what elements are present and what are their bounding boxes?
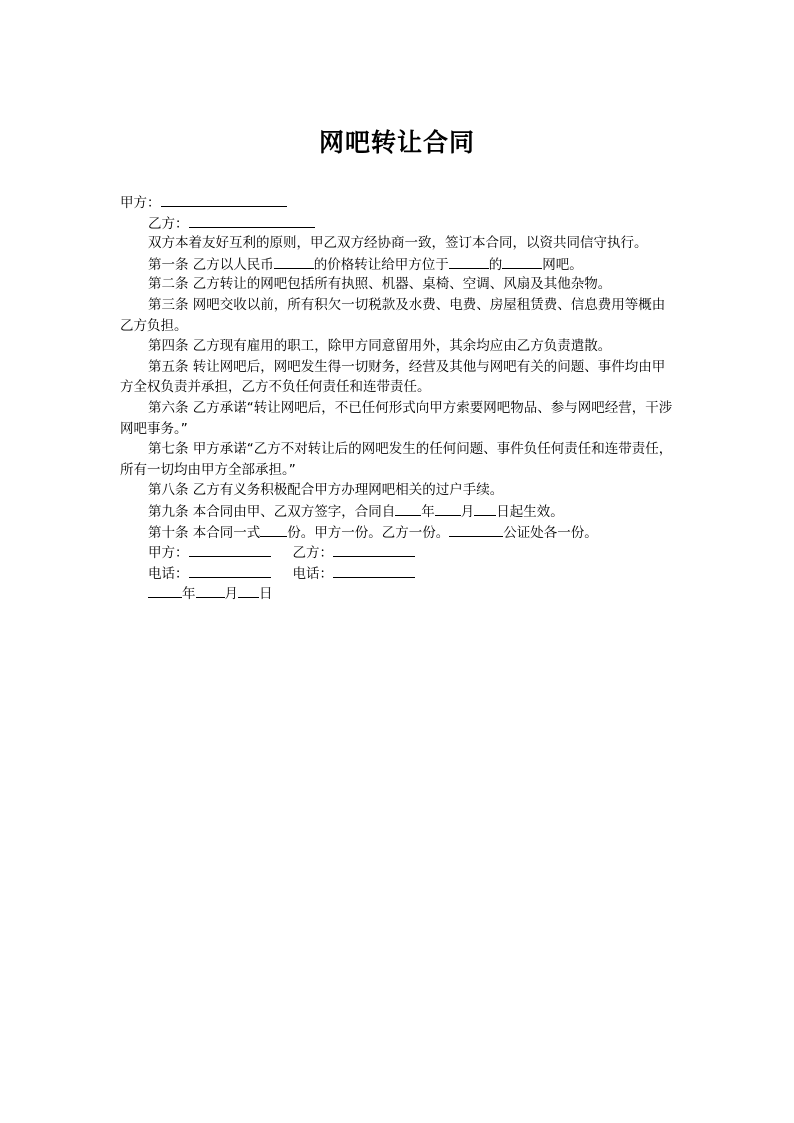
- sign-party-b-blank: [333, 542, 415, 557]
- notary-blank: [449, 522, 503, 537]
- article-7: 第七条 甲方承诺“乙方不对转让后的网吧发生的任何问题、事件负任何责任和连带责任，所有一切均由甲方全部承担。”: [120, 441, 673, 478]
- article-3: 第三条 网吧交收以前，所有积欠一切税款及水费、电费、房屋租赁费、信息费用等概由乙方负担。: [120, 296, 666, 334]
- article-1-prefix: 第一条 乙方以人民币: [148, 256, 274, 273]
- sign-party-a-blank: [189, 542, 271, 557]
- party-b-blank: [189, 213, 315, 228]
- party-b-label: 乙方：: [148, 215, 189, 232]
- article-9: [120, 501, 676, 522]
- location-blank: [449, 254, 489, 269]
- article-4-text: 第四条 乙方现有雇用的职工，除甲方同意留用外，其余均应由乙方负责遣散。: [148, 338, 612, 355]
- article-1-mid2: 的: [488, 256, 503, 273]
- preamble-text: 双方本着友好互利的原则，甲乙双方经协商一致，签订本合同，以资共同信守执行。: [148, 235, 648, 252]
- article-9-suffix: 日起生效。: [496, 503, 564, 520]
- article-8-text: 第八条 乙方有义务积极配合甲方办理网吧相关的过户手续。: [148, 482, 504, 499]
- phone-a-label: 电话：: [148, 565, 189, 582]
- effective-month-blank: [435, 501, 461, 516]
- article-8: [120, 480, 676, 501]
- article-2: [120, 274, 676, 295]
- article-9-year: 年: [421, 503, 435, 520]
- article-10-suffix: 公证处各一份。: [503, 524, 598, 541]
- signature-row: [120, 542, 676, 563]
- document-title: 网吧转让合同: [318, 128, 475, 157]
- article-2-text: 第二条 乙方转让的网吧包括所有执照、机器、桌椅、空调、风扇及其他杂物。: [148, 276, 612, 293]
- article-10-mid: 份。甲方一份。乙方一份。: [287, 524, 450, 541]
- copies-blank: [260, 522, 287, 537]
- article-10: [120, 522, 676, 543]
- phone-b-blank: [333, 563, 415, 578]
- sign-party-a-label: 甲方：: [148, 545, 189, 562]
- date-day: 日: [259, 586, 273, 603]
- sign-party-b-label: 乙方：: [292, 545, 333, 562]
- article-4: [120, 336, 676, 357]
- preamble: [120, 233, 676, 254]
- date-row: [120, 583, 676, 604]
- date-year: 年: [182, 586, 196, 603]
- cafe-name-blank: [502, 254, 542, 269]
- article-6: 第六条 乙方承诺“转让网吧后，不已任何形式向甲方索要网吧物品、参与网吧经营，干涉网吧事务。”: [120, 399, 673, 437]
- article-1-suffix: 网吧。: [542, 256, 583, 273]
- phone-b-label: 电话：: [292, 565, 333, 582]
- effective-day-blank: [474, 501, 496, 516]
- date-month: 月: [224, 586, 238, 603]
- sign-year-blank: [148, 583, 182, 598]
- sign-month-blank: [196, 583, 225, 598]
- party-b-line: [120, 213, 676, 234]
- document-body: [120, 192, 676, 604]
- article-1-mid1: 的价格转让给甲方位于: [313, 256, 449, 273]
- article-9-month: 月: [460, 503, 475, 520]
- article-5: 第五条 转让网吧后，网吧发生得一切财务，经营及其他与网吧有关的问题、事件均由甲方全权负责并承担，乙方不负任何责任和连带责任。: [120, 358, 666, 396]
- sign-day-blank: [238, 583, 259, 598]
- phone-row: [120, 563, 676, 584]
- party-a-label: 甲方：: [120, 195, 161, 211]
- article-1: [120, 254, 676, 275]
- price-blank: [274, 254, 314, 269]
- article-10-prefix: 第十条 本合同一式: [148, 524, 261, 541]
- party-a-blank: [161, 192, 287, 207]
- article-9-prefix: 第九条 本合同由甲、乙双方签字，合同自: [148, 503, 396, 520]
- effective-year-blank: [395, 501, 421, 516]
- party-a-line: [120, 192, 676, 213]
- phone-a-blank: [189, 563, 271, 578]
